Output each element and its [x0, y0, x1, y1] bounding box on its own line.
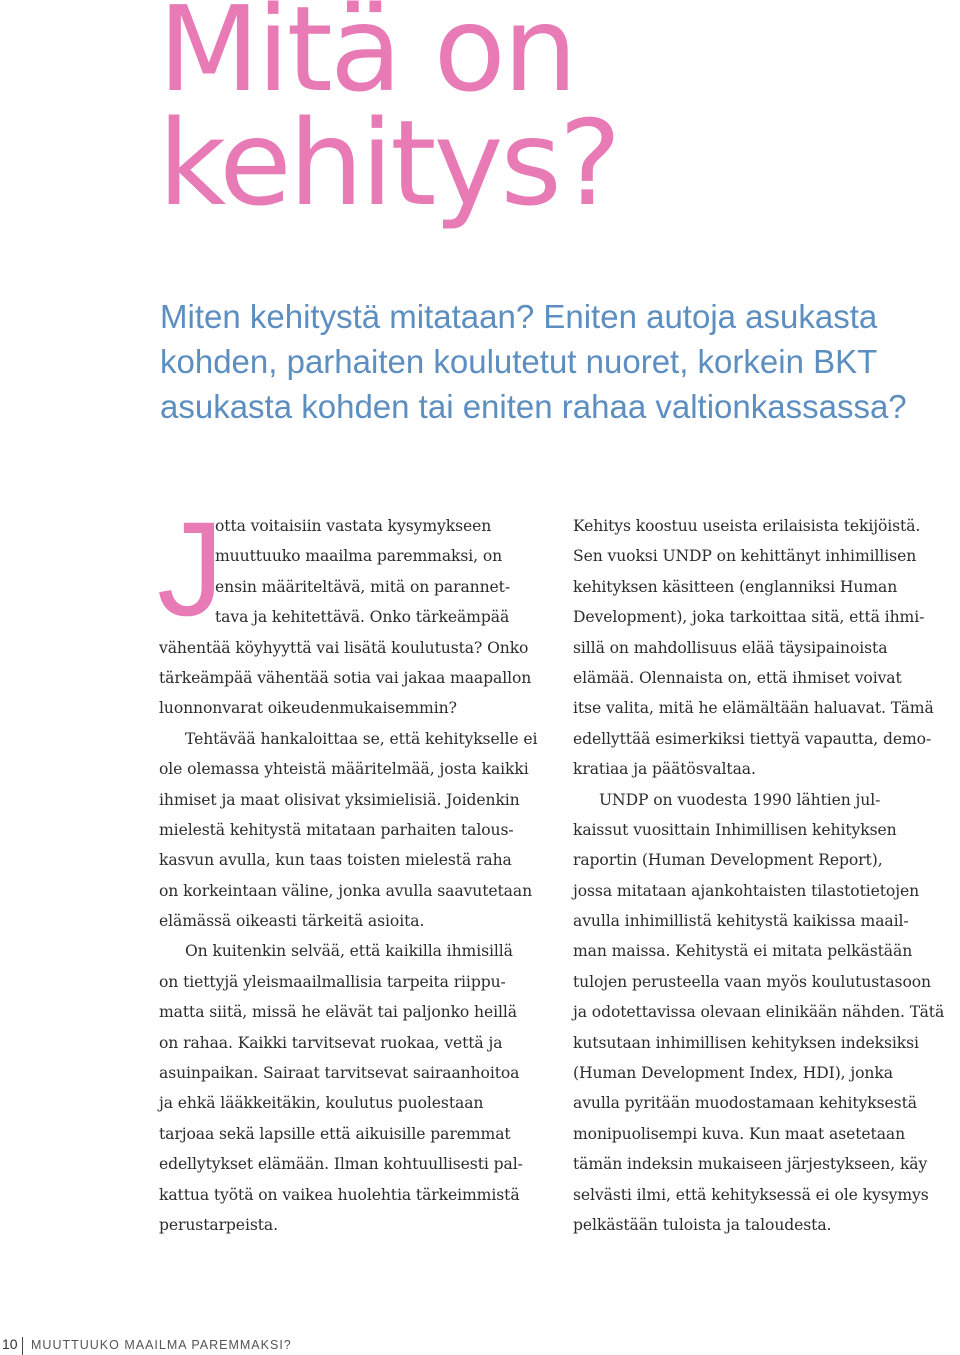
text-line: tärkeämpää vähentää sotia vai jakaa maapallon — [159, 668, 532, 687]
paragraph-definition — [159, 724, 559, 937]
text-line: Sen vuoksi UNDP on kehittänyt inhimillisen — [573, 547, 917, 566]
page-number: 10 — [2, 1336, 18, 1352]
text-line: On kuitenkin selvää, että kaikilla ihmisillä — [185, 942, 513, 961]
text-line: avulla pyritään muodostamaan kehityksestä — [573, 1094, 917, 1113]
lead-line: Miten kehitystä mitataan? Eniten autoja asukasta — [160, 298, 878, 335]
text-line: itse valita, mitä he elämältään haluavat. Tämä — [573, 699, 934, 718]
text-line: edellytykset elämään. Ilman kohtuullisesti pal- — [159, 1155, 523, 1174]
page-footer — [0, 1334, 292, 1354]
text-line: matta siitä, missä he elävät tai paljonko heillä — [159, 1003, 517, 1022]
text-line: elämää. Olennaista on, että ihmiset voivat — [573, 668, 902, 687]
page-title — [158, 0, 918, 232]
text-line: UNDP on vuodesta 1990 lähtien jul- — [599, 790, 881, 809]
text-line: asuinpaikan. Sairaat tarvitsevat sairaanhoitoa — [159, 1064, 520, 1083]
text-line: tava ja kehitettävä. Onko tärkeämpää — [215, 608, 510, 627]
text-line: tarjoaa sekä lapsille että aikuisille paremmat — [159, 1124, 511, 1143]
paragraph-undp-report — [573, 785, 958, 1241]
text-line: perustarpeista. — [159, 1215, 278, 1234]
text-line: edellyttää esimerkiksi tiettyä vapautta, demo- — [573, 729, 932, 748]
right-column — [573, 511, 958, 1240]
text-line: vähentää köyhyyttä vai lisätä koulutusta? Onko — [159, 638, 529, 657]
text-line: jossa mitataan ajankohtaisten tilastotietojen — [573, 881, 920, 900]
text-line: on tiettyjä yleismaailmallisia tarpeita riippu- — [159, 972, 506, 991]
text-line: ja ehkä lääkkeitäkin, koulutus puolestaan — [159, 1094, 484, 1113]
text-line: kehityksen käsitteen (englanniksi Human — [573, 577, 898, 596]
footer-divider — [22, 1337, 23, 1355]
text-line: ihmiset ja maat olisivat yksimielisiä. Joidenkin — [159, 790, 520, 809]
text-line: kaissut vuosittain Inhimillisen kehityksen — [573, 820, 897, 839]
paragraph-intro — [157, 495, 559, 724]
text-line: kratiaa ja päätösvaltaa. — [573, 760, 756, 779]
text-line: kasvun avulla, kun taas toisten mielestä raha — [159, 851, 512, 870]
text-line: elämässä oikeasti tärkeitä asioita. — [159, 912, 425, 931]
text-line: pelkästään tuloista ja taloudesta. — [573, 1215, 832, 1234]
text-line: luonnonvarat oikeudenmukaisemmin? — [159, 699, 457, 718]
lead-line: asukasta kohden tai eniten rahaa valtionkassassa? — [160, 388, 907, 425]
paragraph-needs — [159, 936, 559, 1240]
paragraph-components — [573, 511, 958, 785]
text-line: kutsutaan inhimillisen kehityksen indeksiksi — [573, 1033, 919, 1052]
lead-line: kohden, parhaiten koulutetut nuoret, korkein BKT — [160, 343, 878, 380]
text-line: tämän indeksin mukaiseen järjestykseen, käy — [573, 1155, 928, 1174]
text-line: muuttuuko maailma paremmaksi, on — [215, 547, 503, 566]
text-line: ja odotettavissa olevaan elinikään nähden. Tätä — [573, 1003, 945, 1022]
text-line: kattua työtä on vaikea huolehtia tärkeimmistä — [159, 1185, 520, 1204]
text-line: Tehtävää hankaloittaa se, että kehitykselle ei — [185, 729, 538, 748]
page-title-line-1: Mitä on — [158, 0, 575, 118]
text-line: monipuolisempi kuva. Kun maat asetetaan — [573, 1124, 906, 1143]
text-line: Development), joka tarkoittaa sitä, että ihmi- — [573, 608, 925, 627]
text-line: tulojen perusteella vaan myös koulutustasoon — [573, 972, 931, 991]
text-line: sillä on mahdollisuus elää täysipainoista — [573, 638, 888, 657]
running-title: MUUTTUUKO MAAILMA PAREMMAKSI? — [31, 1338, 292, 1352]
text-line: raportin (Human Development Report), — [573, 851, 883, 870]
text-line: on rahaa. Kaikki tarvitsevat ruokaa, vettä ja — [159, 1033, 503, 1052]
text-line: on korkeintaan väline, jonka avulla saavutetaan — [159, 881, 533, 900]
lead-paragraph — [160, 294, 920, 429]
text-line: mielestä kehitystä mitataan parhaiten talous- — [159, 820, 514, 839]
text-line: Kehitys koostuu useista erilaisista tekijöistä. — [573, 517, 921, 535]
drop-cap: J — [157, 495, 224, 644]
text-line: otta voitaisiin vastata kysymykseen — [215, 517, 492, 535]
text-line: selvästi ilmi, että kehityksessä ei ole kysymys — [573, 1185, 929, 1204]
text-line: ensin määriteltävä, mitä on parannet- — [215, 577, 511, 596]
text-line: (Human Development Index, HDI), jonka — [573, 1064, 893, 1083]
text-line: avulla inhimillistä kehitystä kaikissa maail- — [573, 912, 909, 931]
text-line: ole olemassa yhteistä määritelmää, josta kaikki — [159, 760, 529, 779]
left-column — [157, 495, 559, 1240]
page-title-line-2: kehitys? — [158, 94, 619, 232]
text-line: man maissa. Kehitystä ei mitata pelkästään — [573, 942, 913, 961]
